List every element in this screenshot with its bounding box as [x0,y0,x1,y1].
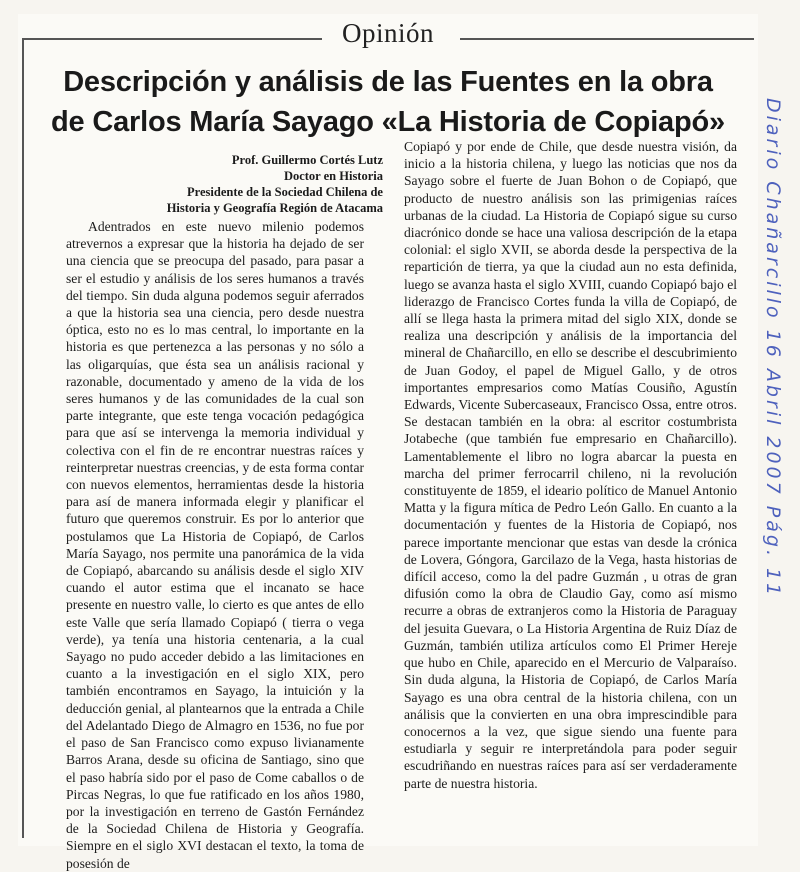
headline [18,62,758,142]
headline-line-2: de Carlos María Sayago «La Historia de Copiapó» [51,106,725,138]
byline-degree: Doctor en Historia [283,169,383,183]
article-paragraph-right: Copiapó y por ende de Chile, que desde nuestra visión, da inicio a la historia chilena, y luego las noticias que nos da Sayago sobre el fuerte de Juan Bohon o de Copiapó, que producto de nuestro análisis son las primigenias raíces urbanas de la ciudad. La Historia de Copiapó sigue su curso diacrónico donde se hace una valiosa descripción de la etapa colonial: el siglo XVII, se aborda desde la perspectiva de la repartición de tierra, ya que la ciudad aun no esta definida, luego se avanza hasta el siglo XVIII, cuando Copiapó bajo el liderazgo de Francisco Cortes funda la villa de Copiapó, de allí se llega hasta la primera mitad del siglo XIX, donde se realiza una descripción y análisis de la importancia del mineral de Chañarcillo, en ello se describe el descubrimiento de Juan Godoy, el papel de Miguel Gallo, y de otros importantes empresarios como Matías Cousiño, Agustín Edwards, Vicente Subercaseaux, Francisco Ossa, entre otros. Se destacan también en la obra: al escritor costumbrista Jotabeche (que también fue empresario en Chañarcillo). Lamentablemente el libro no logra abarcar la puesta en marcha del primer ferrocarril chileno, ni la revolución constituyente de 1859, el ideario político de Manuel Antonio Matta y la figura mítica de Pedro León Gallo. En cuanto a la documentación y fuentes de la Historia de Copiapó, nos parece importante mencionar que estas van desde la crónica de Lovera, Góngora, Garcilazo de la Vega, hasta historias de difícil acceso, como la del padre Guzmán , u otras de gran difusión como la obra de Claudio Gay, como así mismo recurre a obras de extranjeros como la Historia de Paraguay del jesuita Guevara, o La Historia Argentina de Ruiz Díaz de Guzmán, también utiliza artículos como El Primer Hereje que hubo en Chile, aparecido en el Mercurio de Valparaíso. Sin duda alguna, la Historia de Copiapó, de Carlos María Sayago es una obra central de la historia chilena, con un análisis que la convierten en una obra imprescindible para conocernos a la vez, que sigue siendo una fuente para estudiarla y seguir re interpretándola para poder seguir escudriñando en nuestras raíces para así ser verdaderamente parte de nuestra historia. [404,139,737,791]
byline-author: Prof. Guillermo Cortés Lutz [231,153,383,167]
byline [108,152,383,216]
byline-role-2: Historia y Geografía Región de Atacama [166,201,383,215]
left-frame-rule [22,38,24,838]
article-column-right [404,138,737,792]
section-label: Opinión [341,18,434,48]
article-paragraph-left: Adentrados en este nuevo milenio podemos atrevernos a expresar que la historia ha dejado de ser una ciencia que se preocupa del pasado, para pasar a ser el estudio y análisis de los seres humanos a través del tiempo. Sin duda alguna podemos seguir aferrados a que la historia sea una ciencia, pero desde nuestra óptica, esto no es lo mas central, lo importante en la historia es que pertenezca a las personas y no sólo a las oligarquías, que ésta sea un análisis racional y razonable, documentado y ameno de la vida de los seres humanos y de las comunidades de la cual son parte integrante, que este tenga vocación pedagógica para que así se intervenga la memoria individual y colectiva con el fin de re encontrar nuestras raíces y reinterpretar nuestras creencias, y de esta forma contar con nuevos elementos, herramientas desde la historia para así de manera informada elegir y planificar el futuro que queremos construir. Es por lo anterior que postulamos que La Historia de Copiapó, de Carlos María Sayago, nos permite una panorámica de la vida de Copiapó, abarcando su análisis desde el siglo XIV cuando el autor estima que el incanato se hace presente en nuestro valle, lo cierto es que antes de ello este Valle que sería llamado Copiapó ( tierra o vega verde), ya tenía una historia centenaria, a la cual Sayago no pudo acceder debido a las limitaciones en cuanto a la investigación en el siglo XIX, pero también encontramos en Sayago, la intuición y la deducción genial, al plantearnos que la entrada a Chile del Adelantado Diego de Almagro en 1536, no fue por el paso de San Francisco como expuso livianamente Barros Arana, desde su oficina de Santiago, sino que el paso habría sido por el paso de Come caballos o de Pircas Negras, lo que fue ratificado en los años 1980, por la investigación en terreno de Gastón Fernández de la Sociedad Chilena de Historia y Geografía. Siempre en el siglo XVI destacan el texto, la toma de posesión de [66,219,364,871]
byline-role-1: Presidente de la Sociedad Chilena de [187,185,383,199]
headline-line-1: Descripción y análisis de las Fuentes en la obra [63,66,713,98]
article-column-left [66,218,364,872]
handwritten-source-note: Diario Chañarcillo 16 Abril 2007 Pág. 11 [762,98,784,599]
